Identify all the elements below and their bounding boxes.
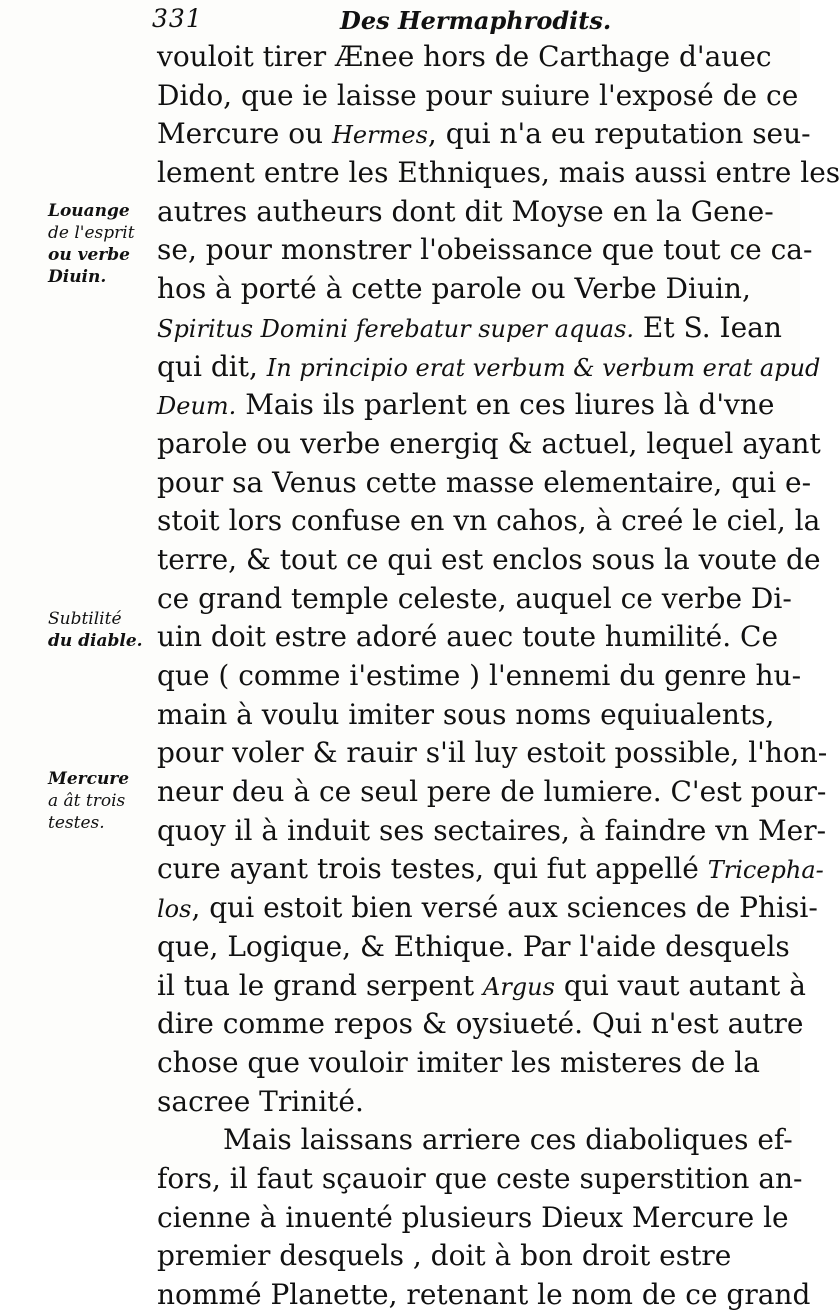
margin-note-line: Subtilité: [48, 609, 122, 629]
text-line: [157, 1160, 803, 1199]
text-line: [157, 541, 821, 580]
body-text: [157, 38, 840, 1315]
text-segment: main à voulu imiter sous noms equiualents,: [157, 697, 775, 731]
text-segment: , qui n'a eu reputation seu-: [427, 117, 811, 151]
italic-phrase: Spiritus Domini ferebatur super aquas.: [157, 314, 635, 343]
margin-note-line: du diable.: [48, 631, 143, 651]
text-segment: , qui estoit bien versé aux sciences de Phisi-: [191, 891, 818, 925]
text-line: [157, 348, 821, 387]
text-line: [157, 1083, 729, 1122]
text-line: [157, 618, 779, 657]
text-line: [157, 309, 782, 348]
text-segment: Mais ils parlent en ces liures là d'vne: [236, 388, 775, 422]
text-line: [157, 850, 824, 889]
text-line: [157, 425, 821, 464]
text-line: [157, 734, 828, 773]
text-line: [157, 696, 775, 735]
text-segment: fors, il faut sçauoir que ceste superstition an-: [157, 1161, 803, 1195]
text-segment: il tua le grand serpent: [157, 968, 483, 1002]
text-segment: autres autheurs dont dit Moyse en la Gene-: [157, 194, 774, 228]
text-segment: que, Logique, & Ethique. Par l'aide desquels: [157, 929, 790, 963]
text-line: [157, 657, 802, 696]
text-line: [157, 1237, 732, 1276]
margin-note-line: ou verbe: [48, 245, 130, 265]
text-segment: quoy il à induit ses sectaires, à faindre vn Mer-: [157, 813, 827, 847]
text-line: [157, 1199, 789, 1238]
text-line: [157, 812, 827, 851]
text-segment: parole ou verbe energiq & actuel, lequel ayant: [157, 426, 821, 460]
text-segment: Dido, que ie laisse pour suiure l'exposé de ce: [157, 78, 799, 112]
margin-note-line: a ât trois: [48, 791, 126, 811]
italic-phrase: Argus: [482, 972, 555, 1001]
text-segment: premier desquels , doit à bon droit estre: [157, 1239, 732, 1273]
italic-phrase: Tricepha-: [707, 856, 824, 885]
running-title: Des Hermaphrodits.: [340, 6, 612, 35]
text-segment: cure ayant trois testes, qui fut appellé: [157, 852, 708, 886]
italic-phrase: los: [157, 895, 192, 924]
text-line: [157, 77, 799, 116]
text-segment: se, pour monstrer l'obeissance que tout ce ca-: [157, 233, 813, 267]
italic-phrase: Deum.: [157, 392, 237, 421]
italic-phrase: Hermes: [332, 121, 428, 150]
text-line: [157, 502, 821, 541]
margin-note-line: Mercure: [48, 769, 130, 789]
text-line: [157, 580, 792, 619]
margin-note-line: testes.: [48, 813, 105, 833]
margin-note-line: Louange: [48, 201, 130, 221]
text-line: [157, 889, 818, 928]
running-head: [152, 4, 752, 38]
text-segment: neur deu à ce seul pere de lumiere. C'est pour-: [157, 775, 827, 809]
text-line: [157, 1005, 804, 1044]
text-line: [157, 193, 774, 232]
text-line: [157, 1044, 760, 1083]
text-segment: Mais laissans arriere ces diaboliques ef-: [223, 1123, 793, 1157]
text-line: [157, 386, 775, 425]
margin-note-line: Diuin.: [48, 267, 107, 287]
text-segment: chose que vouloir imiter les misteres de la: [157, 1045, 760, 1079]
text-segment: stoit lors confuse en vn cahos, à creé le ciel, la: [157, 504, 821, 538]
margin-note-subtilite: [48, 608, 156, 652]
text-line: [157, 1121, 793, 1160]
text-segment: qui dit,: [157, 349, 267, 383]
text-segment: ce grand temple celeste, auquel ce verbe Di-: [157, 581, 792, 615]
text-line: [157, 1276, 811, 1315]
text-segment: sacree Trinité.: [157, 1084, 364, 1118]
text-segment: dire comme repos & oysiueté. Qui n'est autre: [157, 1007, 804, 1041]
text-line: [157, 967, 806, 1006]
text-segment: qui vaut autant à: [554, 968, 806, 1002]
text-segment: vouloit tirer Ænee hors de Carthage d'auec: [157, 40, 772, 73]
text-line: [157, 38, 772, 77]
text-segment: Mercure ou: [157, 117, 332, 151]
text-segment: que ( comme i'estime ) l'ennemi du genre hu-: [157, 659, 802, 692]
text-line: [157, 773, 827, 812]
text-line: [157, 154, 840, 193]
text-segment: lement entre les Ethniques, mais aussi entre les: [157, 156, 840, 190]
italic-phrase: In principio erat verbum & verbum erat apud: [266, 353, 821, 382]
margin-note-mercure: [48, 768, 156, 834]
text-line: [157, 231, 813, 270]
text-segment: pour sa Venus cette masse elementaire, qui e-: [157, 465, 812, 499]
text-line: [157, 464, 812, 503]
text-line: [157, 928, 790, 967]
text-line: [157, 115, 811, 154]
text-segment: nommé Planette, retenant le nom de ce grand: [157, 1278, 811, 1311]
text-segment: terre, & tout ce qui est enclos sous la voute de: [157, 542, 821, 576]
page-number: 331: [152, 4, 203, 33]
text-line: [157, 270, 751, 309]
margin-note-louange: [48, 200, 156, 288]
margin-note-line: de l'esprit: [48, 223, 135, 243]
text-segment: uin doit estre adoré auec toute humilité. Ce: [157, 620, 779, 654]
text-segment: cienne à inuenté plusieurs Dieux Mercure le: [157, 1200, 789, 1234]
text-segment: pour voler & rauir s'il luy estoit possible, l'hon-: [157, 736, 828, 770]
text-segment: hos à porté à cette parole ou Verbe Diuin,: [157, 272, 751, 306]
text-segment: Et S. Iean: [634, 310, 782, 344]
